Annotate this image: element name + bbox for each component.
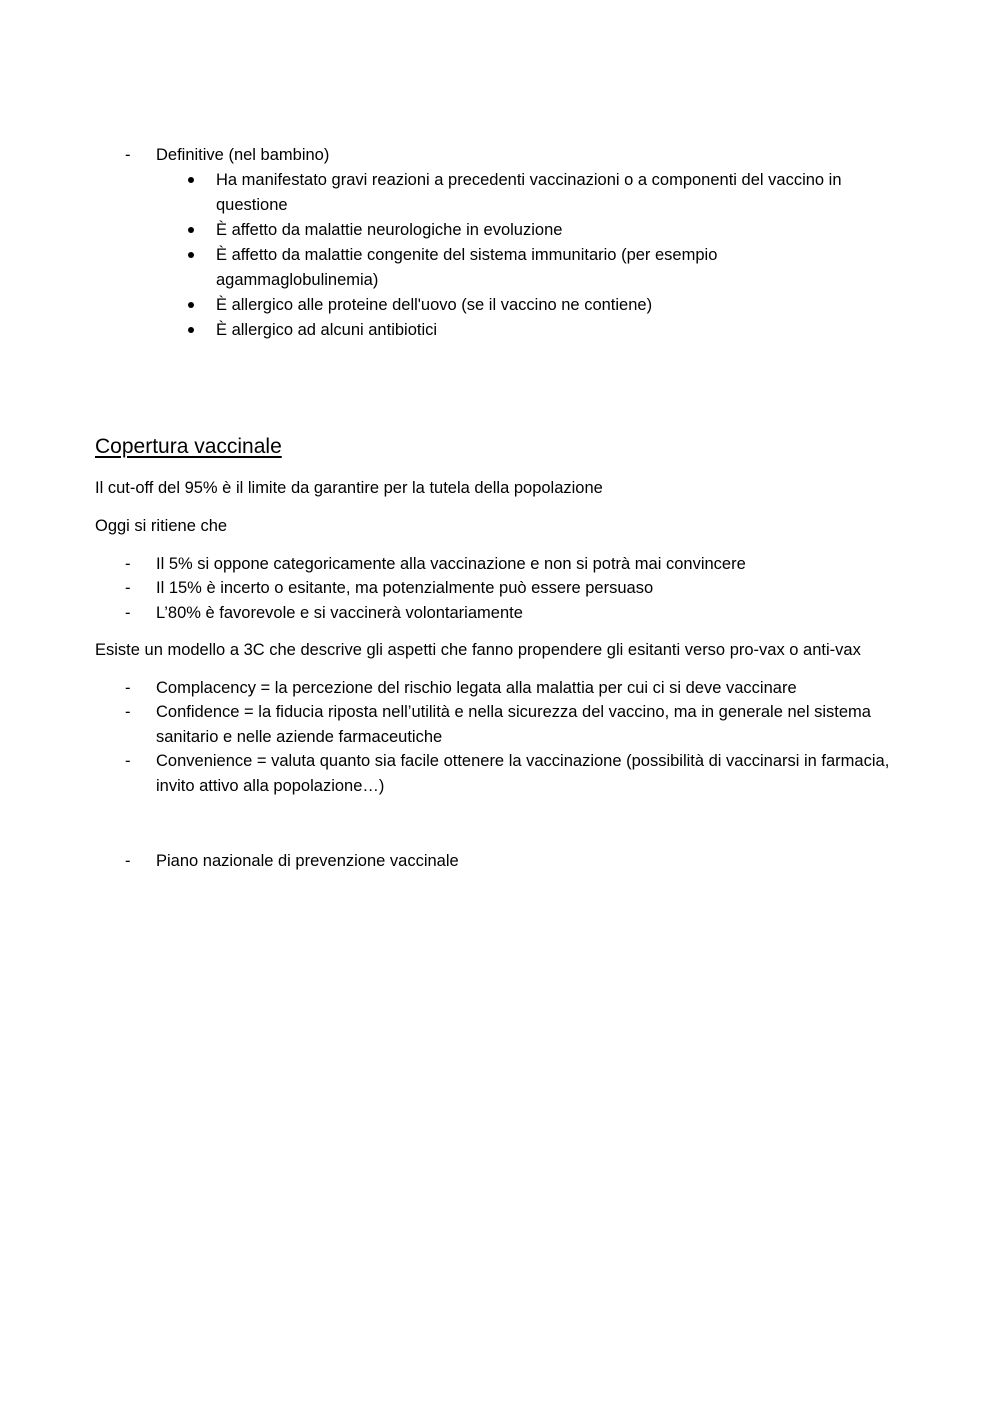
list-item: Il 5% si oppone categoricamente alla vaccinazione e non si potrà mai convincere — [156, 555, 746, 573]
list-item-definitive: Definitive (nel bambino) — [156, 146, 330, 164]
list-item: È affetto da malattie neurologiche in evoluzione — [216, 221, 563, 239]
paragraph: Il cut-off del 95% è il limite da garantire per la tutela della popolazione — [95, 479, 603, 497]
bullet-icon — [188, 302, 194, 308]
list-item: Complacency = la percezione del rischio legata alla malattia per cui ci si deve vaccinare — [156, 679, 797, 697]
list-item: Ha manifestato gravi reazioni a precedenti vaccinazioni o a componenti del vaccino in — [216, 171, 842, 189]
list-dash: - — [125, 703, 131, 721]
list-item: Convenience = valuta quanto sia facile ottenere la vaccinazione (possibilità di vaccinarsi in farmacia, — [156, 752, 890, 770]
list-item: È allergico ad alcuni antibiotici — [216, 321, 438, 339]
list-dash: - — [125, 579, 131, 597]
list-dash: - — [125, 604, 131, 622]
list-item-continuation: agammaglobulinemia) — [216, 271, 379, 289]
list-dash: - — [125, 146, 131, 164]
section-heading: Copertura vaccinale — [95, 435, 282, 458]
bullet-icon — [188, 227, 194, 233]
list-item: Il 15% è incerto o esitante, ma potenzialmente può essere persuaso — [156, 579, 654, 597]
list-item: Confidence = la fiducia riposta nell’utilità e nella sicurezza del vaccino, ma in generale nel sistema — [156, 703, 871, 721]
list-dash: - — [125, 555, 131, 573]
list-dash: - — [125, 679, 131, 697]
paragraph: Esiste un modello a 3C che descrive gli aspetti che fanno propendere gli esitanti verso pro-vax o anti-vax — [95, 641, 861, 659]
list-item: È affetto da malattie congenite del sistema immunitario (per esempio — [216, 246, 718, 264]
bullet-icon — [188, 252, 194, 258]
bullet-icon — [188, 177, 194, 183]
list-dash: - — [125, 752, 131, 770]
list-item-continuation: invito attivo alla popolazione…) — [156, 777, 385, 795]
list-dash: - — [125, 852, 131, 870]
bullet-icon — [188, 327, 194, 333]
list-item: L’80% è favorevole e si vaccinerà volontariamente — [156, 604, 523, 622]
list-item: Piano nazionale di prevenzione vaccinale — [156, 852, 459, 870]
paragraph: Oggi si ritiene che — [95, 517, 228, 535]
list-item-continuation: sanitario e nelle aziende farmaceutiche — [156, 728, 443, 746]
list-item-continuation: questione — [216, 196, 288, 214]
list-item: È allergico alle proteine dell'uovo (se il vaccino ne contiene) — [216, 296, 653, 314]
